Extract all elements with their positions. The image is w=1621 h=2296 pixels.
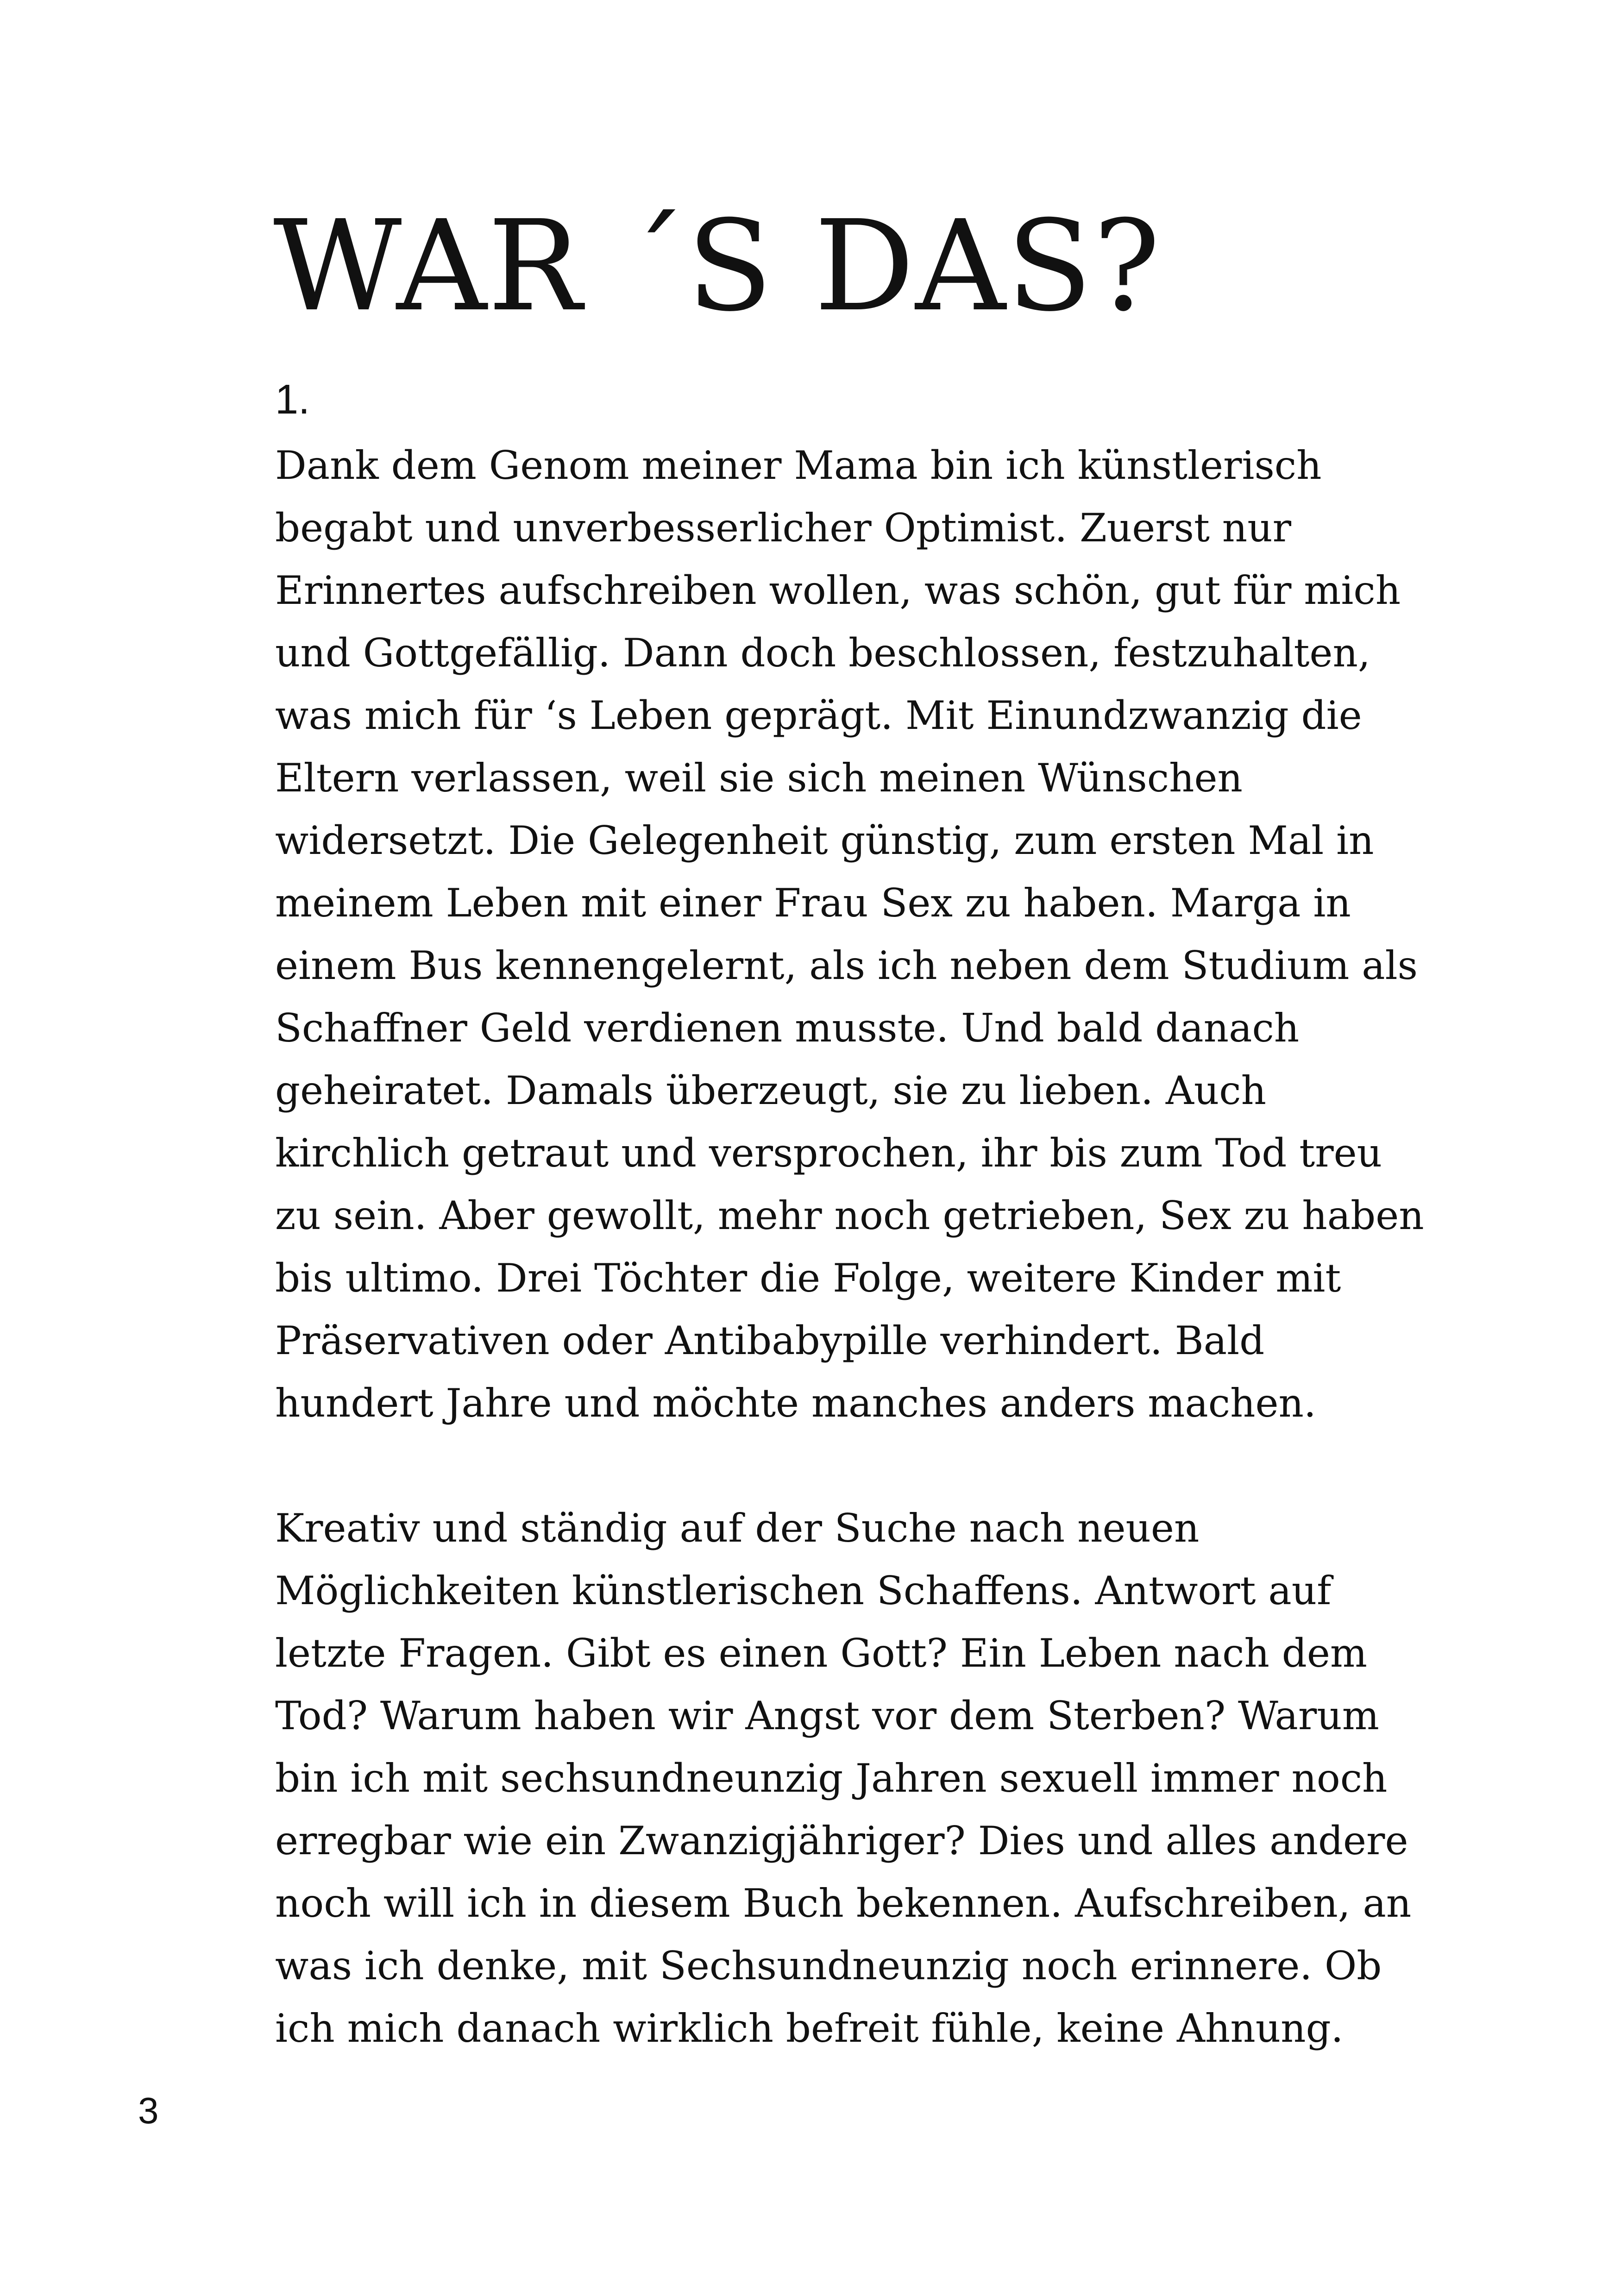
text-line: Kreativ und ständig auf der Suche nach neuen	[275, 1506, 1200, 1551]
text-line: und Gottgefällig. Dann doch beschlossen, festzuhalten,	[275, 630, 1370, 676]
text-line: kirchlich getraut und versprochen, ihr bis zum Tod treu	[275, 1130, 1382, 1176]
text-line: zu sein. Aber gewollt, mehr noch getrieben, Sex zu haben	[275, 1193, 1424, 1238]
text-line: was mich für ‘s Leben geprägt. Mit Einundzwanzig die	[275, 693, 1362, 738]
text-line: Erinnertes aufschreiben wollen, was schön, gut für mich	[275, 568, 1401, 613]
text-line: bin ich mit sechsundneunzig Jahren sexuell immer noch	[275, 1756, 1388, 1801]
text-line: letzte Fragen. Gibt es einen Gott? Ein Leben nach dem	[275, 1631, 1367, 1676]
text-line: Schaffner Geld verdienen musste. Und bald danach	[275, 1005, 1300, 1051]
paragraph-1	[275, 434, 1461, 1435]
chapter-title: WAR ´S DAS?	[273, 193, 1162, 339]
paragraph-2	[275, 1497, 1461, 2060]
text-line: noch will ich in diesem Buch bekennen. Aufschreiben, an	[275, 1881, 1412, 1926]
text-line: Möglichkeiten künstlerischen Schaffens. Antwort auf	[275, 1568, 1332, 1613]
text-line: was ich denke, mit Sechsundneunzig noch erinnere. Ob	[275, 1943, 1382, 1989]
text-line: Eltern verlassen, weil sie sich meinen Wünschen	[275, 755, 1243, 801]
text-line: erregbar wie ein Zwanzigjähriger? Dies und alles andere	[275, 1818, 1408, 1863]
page-number: 3	[138, 2090, 159, 2131]
text-line: widersetzt. Die Gelegenheit günstig, zum ersten Mal in	[275, 818, 1374, 863]
text-line: Dank dem Genom meiner Mama bin ich künstlerisch	[275, 443, 1322, 488]
text-line: ich mich danach wirklich befreit fühle, keine Ahnung.	[275, 2006, 1344, 2051]
text-line: begabt und unverbesserlicher Optimist. Zuerst nur	[275, 505, 1292, 551]
text-line: hundert Jahre und möchte manches anders machen.	[275, 1380, 1316, 1426]
text-line: bis ultimo. Drei Töchter die Folge, weitere Kinder mit	[275, 1255, 1341, 1301]
text-line: Präservativen oder Antibabypille verhindert. Bald	[275, 1318, 1265, 1363]
text-line: geheiratet. Damals überzeugt, sie zu lieben. Auch	[275, 1068, 1267, 1113]
body-text	[275, 434, 1461, 2060]
text-line: einem Bus kennengelernt, als ich neben dem Studium als	[275, 943, 1418, 988]
chapter-number: 1.	[275, 376, 310, 423]
text-line: meinem Leben mit einer Frau Sex zu haben. Marga in	[275, 880, 1351, 926]
text-line: Tod? Warum haben wir Angst vor dem Sterben? Warum	[275, 1693, 1379, 1738]
